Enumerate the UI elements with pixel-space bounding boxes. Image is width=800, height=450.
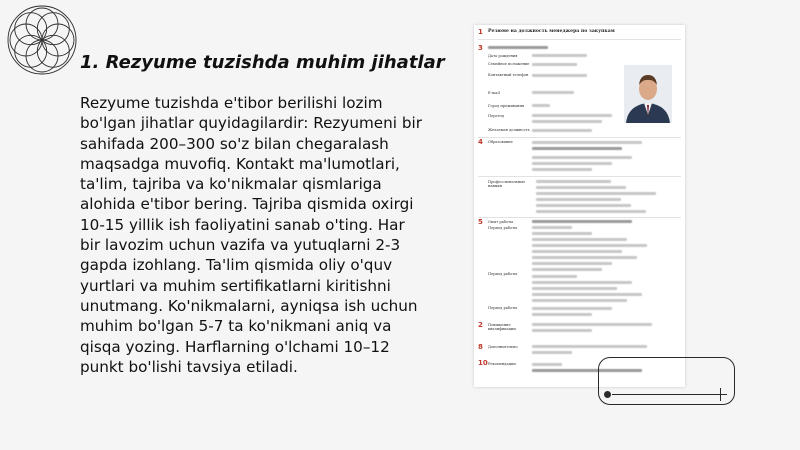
divider [478, 217, 681, 218]
blurred-value [532, 256, 637, 259]
blurred-value [532, 307, 612, 310]
blurred-value [532, 329, 592, 332]
resume-marker: 4 [478, 138, 483, 146]
blurred-value [536, 186, 626, 189]
resume-marker: 8 [478, 343, 483, 351]
blurred-value [532, 293, 642, 296]
blurred-value [532, 120, 602, 123]
resume-marker: 3 [478, 44, 483, 52]
label-recommendations: Рекомендации [488, 362, 516, 366]
blurred-value [532, 268, 602, 271]
blurred-value [532, 168, 592, 171]
resume-marker: 1 [478, 28, 483, 36]
label-extra: Дополнительно [488, 345, 518, 349]
label-phone: Контактный телефон [488, 73, 529, 77]
blurred-value [532, 54, 587, 57]
blurred-value [532, 238, 627, 241]
resume-title: Резюме на должность менеджера по закупкам [488, 29, 615, 34]
label-courses: Повышение квалификации [488, 323, 516, 332]
blurred-value [532, 287, 617, 290]
blurred-value [536, 210, 646, 213]
blurred-value [532, 323, 652, 326]
label-city: Город проживания [488, 104, 525, 108]
label-birth: Дата рождения [488, 54, 518, 58]
label-period: Период работы [488, 226, 518, 230]
blurred-value [532, 250, 622, 253]
label-education: Образование [488, 140, 513, 144]
label-status: Семейное положение [488, 62, 530, 66]
blurred-value [532, 351, 572, 354]
divider [478, 137, 681, 138]
divider [478, 176, 681, 177]
blurred-value [532, 156, 632, 159]
blurred-value [532, 275, 577, 278]
slide-heading: 1. Rezyume tuzishda muhim jihatlar [80, 52, 445, 73]
blurred-value [532, 220, 632, 223]
decorative-plus-icon [714, 388, 727, 401]
blurred-value [532, 91, 574, 94]
blurred-value [532, 313, 592, 316]
slide-body-text: Rezyume tuzishda e'tibor berilishi lozim bo'lgan jihatlar quyidagilardir: Rezyumeni bir sahifada 200–300 so'z bilan chegaralash maqsadga muvofiq. Kontakt ma'lumotlari, ta'lim, tajriba va ko'nikmalar qismlariga alohida e'tibor bering. Tajriba qismida oxirgi 10-15 yillik ish faoliyatini sanab o'ting. Har bir lavozim uchun vazifa va yutuqlarni 2-3 gapda izohlang. Ta'lim qismida oliy o'quv yurtlari va muhim sertifikatlarni kiritishni unutmang. Ko'nikmalarni, ayniqsa ish uchun muhim bo'lgan 5-7 ta ko'nikmani aniq va qisqa yozing. Harflarning o'lchami 10–12 punkt bo'lishi tavsiya etiladi. [80, 94, 422, 376]
label-email: E-mail [488, 91, 500, 95]
blurred-value [536, 198, 621, 201]
blurred-name [488, 46, 548, 49]
blurred-value [532, 232, 592, 235]
blurred-value [532, 162, 612, 165]
label-move: Переезд [488, 114, 504, 118]
blurred-value [532, 226, 572, 229]
resume-marker: 10 [478, 359, 488, 367]
blurred-value [532, 299, 627, 302]
decorative-line [612, 394, 720, 395]
blurred-value [532, 147, 622, 150]
blurred-value [536, 180, 611, 183]
resume-sample-document [474, 25, 685, 387]
blurred-value [532, 141, 642, 144]
logo-rosette-icon [4, 2, 80, 78]
label-experience: Опыт работы [488, 220, 513, 224]
blurred-value [532, 262, 612, 265]
resume-marker: 5 [478, 218, 483, 226]
blurred-value [532, 281, 632, 284]
label-position: Желаемая должность [488, 128, 530, 132]
label-prof-skills: Профессиональные навыки [488, 180, 526, 189]
label-period: Период работы [488, 306, 518, 310]
blurred-value [532, 63, 577, 66]
blurred-value [532, 114, 612, 117]
candidate-photo [624, 65, 672, 123]
label-period: Период работы [488, 272, 518, 276]
decorative-dot-icon [604, 391, 611, 398]
blurred-value [536, 204, 631, 207]
resume-marker: 2 [478, 321, 483, 329]
blurred-value [532, 363, 562, 366]
divider [478, 39, 681, 40]
blurred-value [536, 192, 656, 195]
blurred-value [532, 244, 647, 247]
blurred-value [532, 74, 587, 77]
blurred-value [532, 104, 550, 107]
blurred-value [532, 345, 647, 348]
blurred-value [532, 129, 592, 132]
